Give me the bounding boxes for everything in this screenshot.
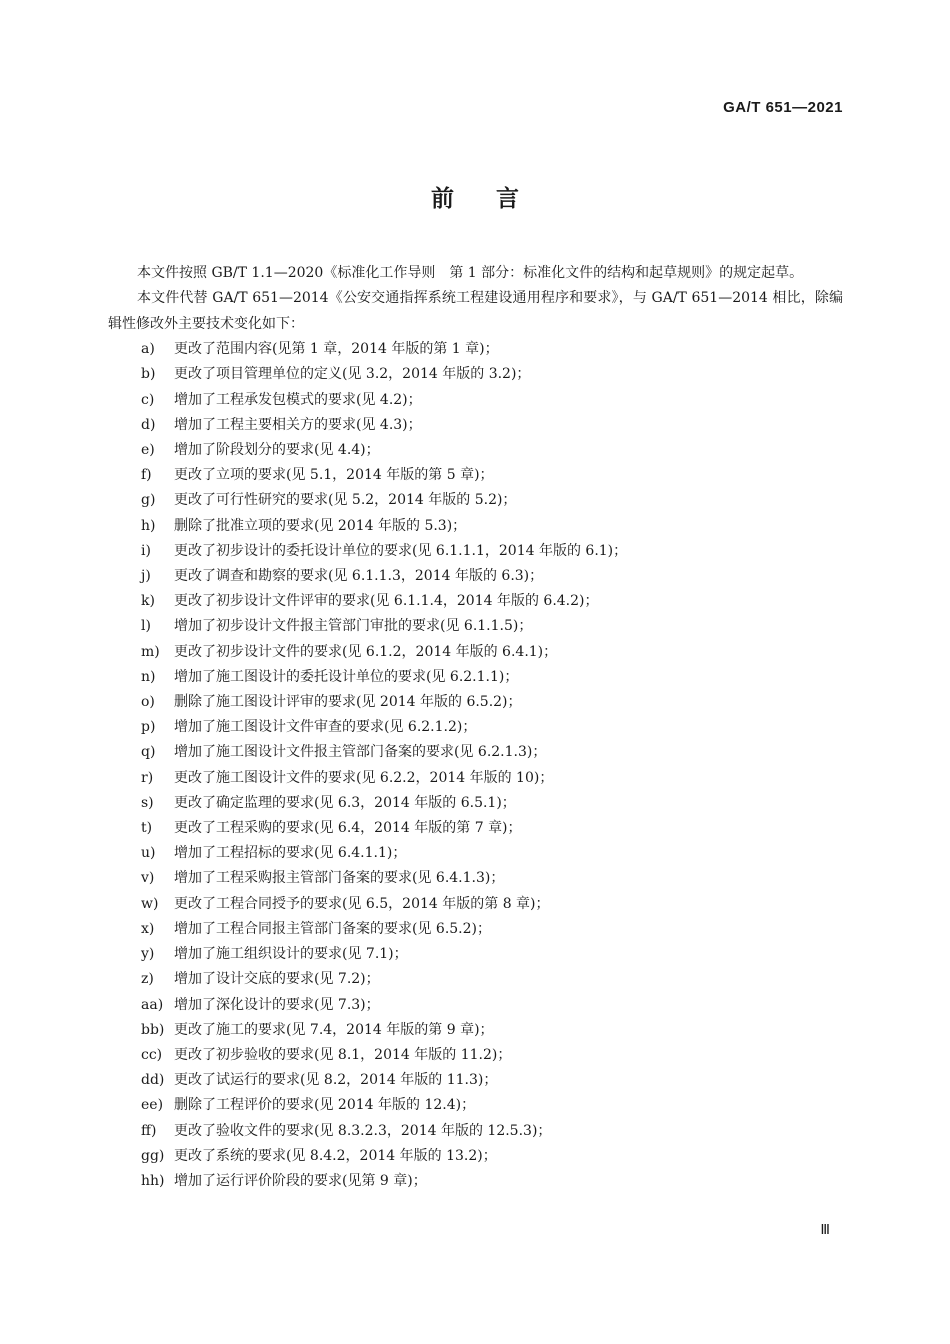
list-item-label: u) [141,845,156,862]
list-item-text: 增加了设计交底的要求(见 7.2)； [174,971,380,988]
list-item-label: l) [141,618,151,635]
list-item [108,1018,843,1043]
list-item [108,740,843,765]
list-item-text: 更改了初步设计文件评审的要求(见 6.1.1.4，2014 年版的 6.4.2)； [174,593,599,610]
list-item [108,564,843,589]
page-number: Ⅲ [820,1223,830,1238]
list-item [108,665,843,690]
list-item-text: 更改了试运行的要求(见 8.2，2014 年版的 11.3)； [174,1072,498,1089]
list-item-label: ff) [141,1122,157,1139]
list-item [108,942,843,967]
list-item-text: 增加了工程采购报主管部门备案的要求(见 6.4.1.3)； [174,870,505,887]
list-item-text: 删除了施工图设计评审的要求(见 2014 年版的 6.5.2)； [174,694,522,711]
list-item-text: 更改了立项的要求(见 5.1，2014 年版的第 5 章)； [174,467,494,484]
list-item-label: f) [141,467,152,484]
list-item [108,690,843,715]
list-item-text: 增加了施工图设计文件审查的要求(见 6.2.1.2)； [174,719,477,736]
document-code: GA/T 651—2021 [723,99,843,116]
technical-changes-list [108,337,843,1194]
list-item-text: 更改了验收文件的要求(见 8.3.2.3，2014 年版的 12.5.3)； [174,1122,552,1139]
list-item-text: 增加了施工图设计文件报主管部门备案的要求(见 6.2.1.3)； [174,744,547,761]
list-item-text: 更改了可行性研究的要求(见 5.2，2014 年版的 5.2)； [174,492,517,509]
list-item-text: 增加了施工组织设计的要求(见 7.1)； [174,946,408,963]
list-item-label: d) [141,416,156,433]
list-item [108,539,843,564]
list-item-text: 增加了深化设计的要求(见 7.3)； [174,996,380,1013]
list-item-text: 更改了调查和勘察的要求(见 6.1.1.3，2014 年版的 6.3)； [174,568,544,585]
list-item-label: h) [141,517,156,534]
intro-paragraph: 本文件按照 GB/T 1.1—2020《标准化工作导则 第 1 部分：标准化文件的结构和起草规则》的规定起草。 [137,265,804,281]
page-title: 前言 [431,186,561,212]
list-item [108,715,843,740]
list-item [108,589,843,614]
list-item [108,514,843,539]
list-item-label: aa) [141,996,164,1013]
list-item [108,1144,843,1169]
list-item [108,640,843,665]
list-item-label: q) [141,744,156,761]
list-item-text: 更改了施工图设计文件的要求(见 6.2.2，2014 年版的 10)； [174,769,554,786]
list-item-label: s) [141,794,154,811]
replacement-paragraph: 本文件代替 GA/T 651—2014《公安交通指挥系统工程建设通用程序和要求》，与 GA/T 651—2014 相比，除编辑性修改外主要技术变化如下： [108,290,843,332]
list-item-label: bb) [141,1021,165,1038]
list-item-label: m) [141,643,160,660]
list-item-text: 更改了施工的要求(见 7.4，2014 年版的第 9 章)； [174,1021,494,1038]
list-item-text: 更改了初步验收的要求(见 8.1，2014 年版的 11.2)； [174,1046,512,1063]
list-item [108,1043,843,1068]
list-item-label: gg) [141,1147,165,1164]
list-item-label: dd) [141,1072,165,1089]
list-item-text: 增加了工程招标的要求(见 6.4.1.1)； [174,845,407,862]
list-item [108,388,843,413]
list-item-label: g) [141,492,156,509]
list-item-text: 增加了工程合同报主管部门备案的要求(见 6.5.2)； [174,920,491,937]
list-item-label: z) [141,971,154,988]
list-item-label: y) [141,946,155,963]
list-item-label: e) [141,442,155,459]
list-item [108,816,843,841]
list-item [108,917,843,942]
list-item-label: v) [141,870,155,887]
list-item [108,362,843,387]
list-item [108,488,843,513]
list-item-text: 增加了工程承发包模式的要求(见 4.2)； [174,391,422,408]
list-item [108,1093,843,1118]
list-item-label: i) [141,542,151,559]
list-item-label: x) [141,920,155,937]
list-item-text: 增加了工程主要相关方的要求(见 4.3)； [174,416,422,433]
list-item [108,967,843,992]
list-item-text: 更改了初步设计的委托设计单位的要求(见 6.1.1.1，2014 年版的 6.1)； [174,542,628,559]
list-item-text: 更改了确定监理的要求(见 6.3，2014 年版的 6.5.1)； [174,794,516,811]
list-item [108,463,843,488]
list-item-label: r) [141,769,154,786]
list-item-text: 更改了工程采购的要求(见 6.4，2014 年版的第 7 章)； [174,820,522,837]
list-item-label: ee) [141,1097,164,1114]
list-item [108,438,843,463]
list-item-label: t) [141,820,153,837]
list-item-text: 删除了工程评价的要求(见 2014 年版的 12.4)； [174,1097,476,1114]
list-item [108,892,843,917]
list-item-text: 更改了系统的要求(见 8.4.2，2014 年版的 13.2)； [174,1147,497,1164]
list-item [108,1169,843,1194]
list-item-text: 增加了阶段划分的要求(见 4.4)； [174,442,380,459]
list-item [108,614,843,639]
list-item-label: o) [141,694,155,711]
foreword-body [108,261,843,1194]
list-item-text: 更改了初步设计文件的要求(见 6.1.2，2014 年版的 6.4.1)； [174,643,558,660]
list-item-text: 更改了范围内容(见第 1 章，2014 年版的第 1 章)； [174,341,499,358]
list-item-text: 增加了运行评价阶段的要求(见第 9 章)； [174,1172,427,1189]
list-item-label: n) [141,668,156,685]
list-item [108,1119,843,1144]
list-item [108,413,843,438]
list-item [108,993,843,1018]
list-item [108,1068,843,1093]
list-item [108,866,843,891]
list-item-label: k) [141,593,155,610]
list-item-label: cc) [141,1046,163,1063]
list-item-text: 增加了初步设计文件报主管部门审批的要求(见 6.1.1.5)； [174,618,533,635]
list-item [108,841,843,866]
list-item-label: a) [141,341,155,358]
list-item-label: hh) [141,1172,165,1189]
list-item-text: 增加了施工图设计的委托设计单位的要求(见 6.2.1.1)； [174,668,519,685]
list-item [108,766,843,791]
list-item-label: p) [141,719,156,736]
list-item-text: 更改了项目管理单位的定义(见 3.2，2014 年版的 3.2)； [174,366,531,383]
list-item-label: w) [141,895,159,912]
list-item-text: 删除了批准立项的要求(见 2014 年版的 5.3)； [174,517,467,534]
list-item-text: 更改了工程合同授予的要求(见 6.5，2014 年版的第 8 章)； [174,895,550,912]
list-item-label: b) [141,366,156,383]
list-item [108,337,843,362]
list-item [108,791,843,816]
list-item-label: j) [141,568,151,585]
list-item-label: c) [141,391,155,408]
